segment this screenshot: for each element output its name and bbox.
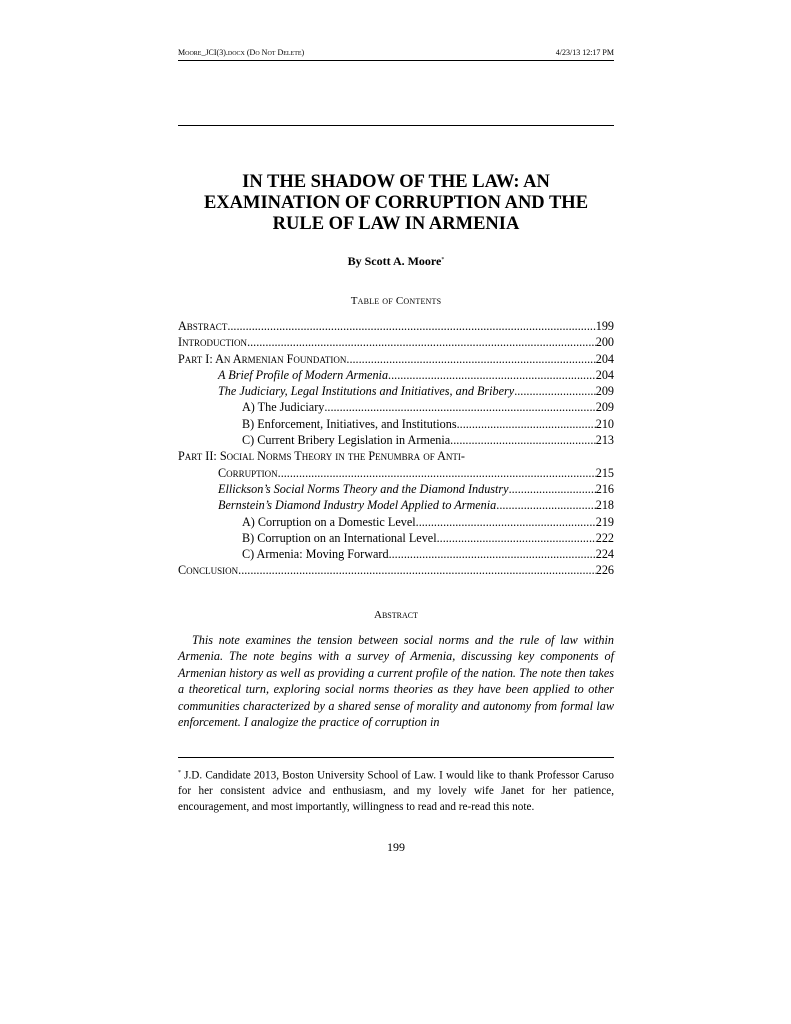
toc-entry-label: Part II: Social Norms Theory in the Penumbra of Anti- [178,449,465,464]
toc-leader-dots [509,481,596,497]
toc-leader-dots [278,465,596,481]
toc-entry-page: 219 [595,514,614,529]
author-name: By Scott A. Moore [347,254,442,268]
toc-entry [178,367,614,383]
toc-leader-dots [227,318,595,334]
toc-leader-dots [450,432,596,448]
toc-entry-label: Corruption [218,465,278,480]
footnote-marker: * [441,257,445,263]
page-number: 199 [387,840,405,854]
toc-entry-page: 222 [595,530,614,545]
footnote-marker: * [178,770,181,776]
title-line: IN THE SHADOW OF THE LAW: AN [242,172,550,192]
toc-leader-dots [247,334,596,350]
toc-entry [178,481,614,497]
toc-entry-label: A Brief Profile of Modern Armenia [218,367,389,382]
title-top-rule [178,125,614,126]
footnote-rule [178,757,614,758]
toc-entry [178,546,614,562]
toc-entry-page: 204 [595,351,614,366]
running-header [178,48,614,57]
toc-entry-label: B) Corruption on an International Level [242,530,437,545]
article-title [178,172,614,235]
toc-entry-label: Ellickson’s Social Norms Theory and the Diamond Industry [218,481,509,496]
abstract-text: This note examines the tension between social norms and the rule of law within Armenia. The note begins with a survey of Armenia, discussing key components of Armenian history as well as providing a current profile of the nation. The note then takes a theoretical turn, exploring social norms theories as they have been applied to other communities characterized by a shared sense of morality and autonomy from formal law enforcement. I analogize the practice of corruption in [178,633,614,730]
toc-entry-page: 224 [595,547,614,562]
table-of-contents [178,318,614,579]
toc-entry-label: Conclusion [178,563,239,578]
toc-entry-page: 216 [595,481,614,496]
toc-leader-dots [457,416,596,432]
toc-entry [178,318,614,334]
toc-leader-dots [346,351,595,367]
toc-entry-label: A) Corruption on a Domestic Level [242,514,416,529]
header-rule [178,60,614,61]
toc-entry-page: 209 [595,400,614,415]
toc-entry [178,448,614,464]
toc-leader-dots [238,562,596,578]
toc-entry [178,465,614,481]
toc-entry-label: C) Armenia: Moving Forward [242,547,389,562]
header-filename: Moore_JCI(3).docx (Do Not Delete) [178,48,305,57]
toc-entry-page: 209 [595,384,614,399]
toc-entry-label: Part I: An Armenian Foundation [178,351,347,366]
toc-entry [178,334,614,350]
title-line: EXAMINATION OF CORRUPTION AND THE [203,193,589,213]
toc-leader-dots [437,530,596,546]
toc-entry-label: B) Enforcement, Initiatives, and Institutions [242,416,457,431]
toc-entry-page: 210 [595,416,614,431]
footnote [178,766,614,815]
toc-leader-dots [416,514,596,530]
toc-leader-dots [388,367,596,383]
toc-entry [178,399,614,415]
author-byline [178,254,614,269]
toc-entry-page: 218 [595,498,614,513]
toc-leader-dots [324,399,595,415]
toc-entry-page: 213 [595,433,614,448]
toc-heading: Table of Contents [350,295,442,307]
toc-entry [178,432,614,448]
toc-entry-page: 226 [595,563,614,578]
toc-leader-dots [514,383,596,399]
toc-leader-dots [389,546,596,562]
abstract-heading: Abstract [374,609,418,621]
toc-entry [178,383,614,399]
title-line: RULE OF LAW IN ARMENIA [272,214,520,234]
toc-entry [178,562,614,578]
toc-entry-label: Introduction [178,335,248,350]
toc-entry-label: Bernstein’s Diamond Industry Model Applied to Armenia [218,498,497,513]
toc-entry-label: C) Current Bribery Legislation in Armenia [242,433,451,448]
toc-entry [178,416,614,432]
toc-entry-page: 204 [595,367,614,382]
toc-entry [178,514,614,530]
toc-leader-dots [496,497,595,513]
toc-entry-page: 199 [595,319,614,333]
toc-entry-label: The Judiciary, Legal Institutions and Initiatives, and Bribery [218,384,515,399]
toc-entry-page: 200 [595,335,614,350]
toc-entry-label: A) The Judiciary [242,400,325,415]
header-timestamp: 4/23/13 12:17 PM [555,48,614,57]
toc-entry [178,351,614,367]
toc-entry [178,530,614,546]
footnote-text: J.D. Candidate 2013, Boston University School of Law. I would like to thank Professor Caruso for her consistent advice and enthusiasm, and my lovely wife Janet for her patience, encouragement, and most importantly, willingness to read and re-read this note. [178,769,614,813]
toc-entry-label: Abstract [178,319,228,333]
toc-entry-page: 215 [595,465,614,480]
toc-entry [178,497,614,513]
